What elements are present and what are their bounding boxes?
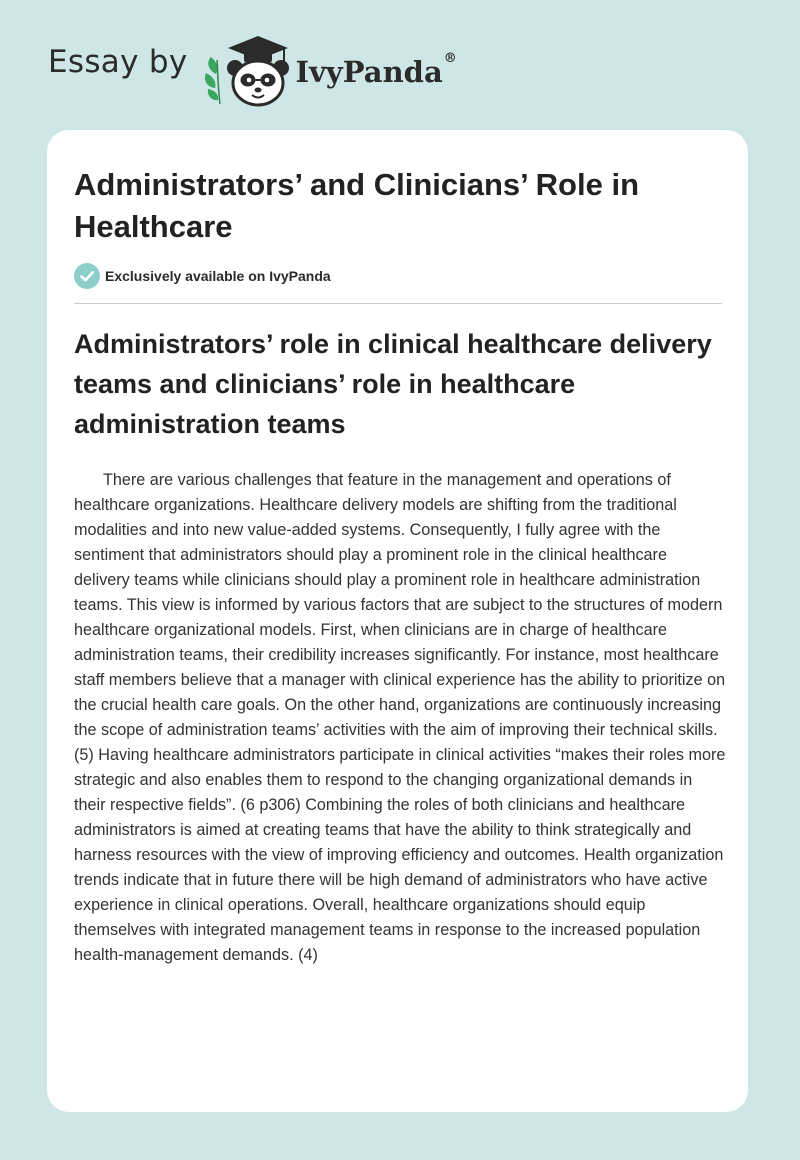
panda-graduate-logo-icon [202, 30, 294, 110]
article-card [47, 130, 748, 1112]
section-heading: Administrators’ role in clinical healthcare delivery teams and clinicians’ role in healthcare administration teams [74, 329, 712, 439]
exclusive-badge [74, 263, 331, 289]
body-paragraph: There are various challenges that feature in the management and operations of healthcare organizations. Healthcare delivery models are shifting from the traditional modalities and into new value-added systems. Consequently, I fully agree with the sentiment that administrators should play a prominent role in the clinical healthcare delivery teams while clinicians should play a prominent role in healthcare administration teams. This view is informed by various factors that are subject to the structures of modern healthcare organizational models. First, when clinicians are in charge of healthcare administration teams, their credibility increases significantly. For instance, most healthcare staff members believe that a manager with clinical experience has the ability to prioritize on the crucial health care goals. On the other hand, organizations are continuously increasing the scope of administration teams’ activities with the aim of improving their technical skills. (5) Having healthcare administrators participate in clinical activities “makes their roles more strategic and also enables them to respond to the changing organizational demands in their respective fields”. (6 p306) Combining the roles of both clinicians and healthcare administrators is aimed at creating teams that have the ability to think strategically and harness resources with the view of improving efficiency and outcomes. Health organization trends indicate that in future there will be high demand of administrators who have active experience in clinical operations. Overall, healthcare organizations should equip themselves with integrated management teams in response to the increased population health-management demands. (4) [74, 471, 726, 964]
page-title: Administrators’ and Clinicians’ Role in Healthcare [74, 167, 640, 244]
brand-name: IvyPanda® [295, 51, 457, 89]
badge-label: Exclusively available on IvyPanda [105, 268, 331, 284]
divider [74, 303, 722, 304]
brand-header[interactable] [48, 30, 457, 110]
registered-mark: ® [443, 51, 457, 66]
brand-prefix: Essay by [48, 44, 188, 80]
check-icon [74, 263, 100, 289]
